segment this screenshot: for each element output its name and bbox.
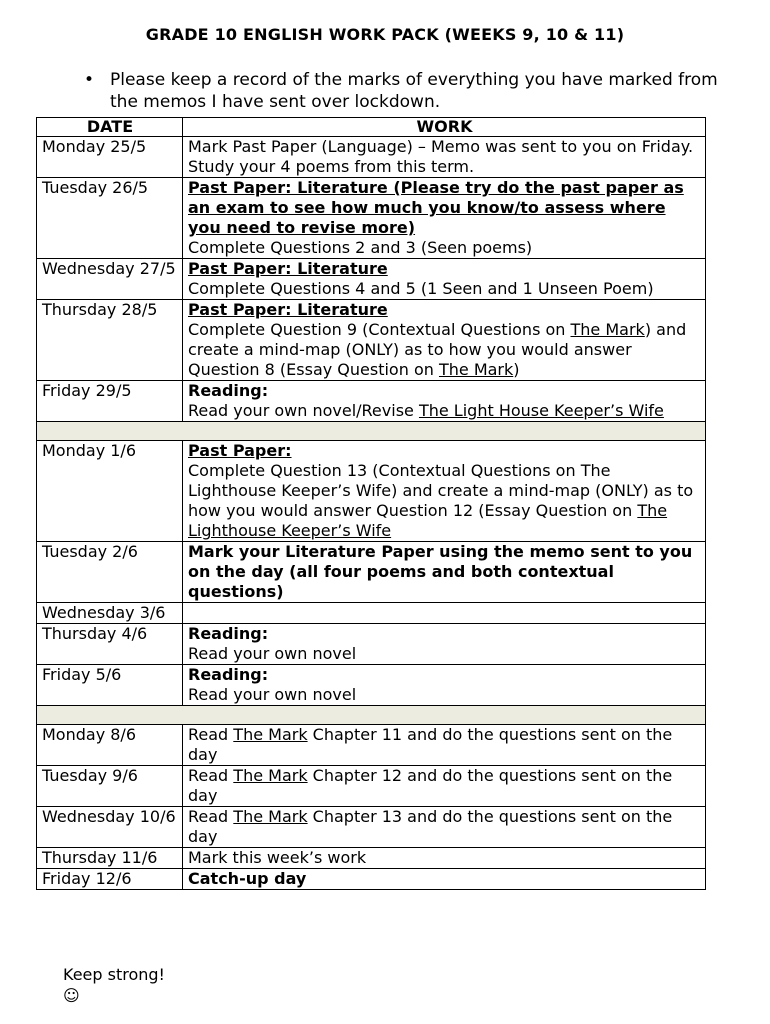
work-cell — [183, 137, 706, 178]
work-cell — [183, 665, 706, 706]
work-cell — [183, 807, 706, 848]
work-heading: Mark your Literature Paper using the memo sent to you on the day (all four poems and both contextual questions) — [188, 542, 693, 601]
work-heading: Reading: — [188, 381, 269, 400]
table-row — [37, 725, 706, 766]
book-title: The Mark — [438, 360, 514, 379]
work-heading: Reading: — [188, 665, 269, 684]
book-title: The Mark — [233, 766, 308, 785]
work-text: Mark this week’s work — [188, 848, 367, 867]
work-cell — [183, 300, 706, 381]
work-cell — [183, 178, 706, 259]
schedule-table — [36, 117, 706, 890]
table-row — [37, 178, 706, 259]
work-heading: Reading: — [188, 624, 269, 643]
table-row — [37, 441, 706, 542]
work-text-part: ) and create a mind-map (ONLY) as to how you would answer Question 8 (Essay Question on — [188, 320, 687, 379]
work-text — [188, 401, 701, 421]
work-column-header: WORK — [183, 118, 706, 137]
date-cell: Monday 25/5 — [37, 137, 183, 178]
closing-text: Keep strong! — [63, 965, 165, 984]
work-cell — [183, 381, 706, 422]
work-cell — [183, 725, 706, 766]
date-cell: Thursday 4/6 — [37, 624, 183, 665]
work-text-part: Read — [188, 807, 234, 826]
work-text-part: ) — [513, 360, 520, 379]
work-text-part: Complete Question 13 (Contextual Questions on The Lighthouse Keeper’s Wife) and create a mind-map (ONLY) as to how you would answer Question 12 (Essay Question on — [188, 461, 694, 520]
date-cell: Wednesday 10/6 — [37, 807, 183, 848]
date-cell: Tuesday 26/5 — [37, 178, 183, 259]
work-text: Read your own novel — [188, 644, 357, 663]
work-heading: Past Paper: — [188, 441, 292, 460]
work-cell — [183, 848, 706, 869]
document-title: GRADE 10 ENGLISH WORK PACK (WEEKS 9, 10 & 11) — [145, 25, 625, 44]
work-cell — [183, 259, 706, 300]
work-text: Complete Questions 2 and 3 (Seen poems) — [188, 238, 533, 257]
work-text-part: Chapter 12 and do the questions sent on the day — [188, 766, 673, 805]
work-text: Complete Questions 4 and 5 (1 Seen and 1 Unseen Poem) — [188, 279, 654, 298]
date-column-header: DATE — [37, 118, 183, 137]
date-cell: Thursday 11/6 — [37, 848, 183, 869]
work-text-part: Read — [188, 725, 234, 744]
work-heading: Past Paper: Literature — [188, 300, 388, 319]
work-text: Read your own novel — [188, 685, 357, 704]
table-row — [37, 766, 706, 807]
work-text-part: Chapter 13 and do the questions sent on the day — [188, 807, 673, 846]
work-cell — [183, 766, 706, 807]
work-text-part: Read your own novel/Revise — [188, 401, 419, 420]
work-cell — [183, 441, 706, 542]
table-row — [37, 300, 706, 381]
work-cell — [183, 869, 706, 890]
book-title: The Light House Keeper’s Wife — [418, 401, 664, 420]
date-cell: Thursday 28/5 — [37, 300, 183, 381]
date-cell: Friday 5/6 — [37, 665, 183, 706]
work-heading: Past Paper: Literature — [188, 259, 388, 278]
table-row — [37, 381, 706, 422]
date-cell: Monday 1/6 — [37, 441, 183, 542]
date-cell: Wednesday 3/6 — [37, 603, 183, 624]
table-row — [37, 848, 706, 869]
bullet-text: Please keep a record of the marks of everything you have marked from the memos I have sent over lockdown. — [110, 70, 718, 112]
table-row — [37, 137, 706, 178]
table-row — [37, 665, 706, 706]
date-cell: Tuesday 2/6 — [37, 542, 183, 603]
closing-note — [63, 964, 165, 1006]
work-heading: Catch-up day — [188, 869, 307, 888]
work-text-part: Read — [188, 766, 234, 785]
table-row — [37, 624, 706, 665]
work-cell — [183, 624, 706, 665]
week-separator — [37, 422, 706, 441]
work-text: Mark Past Paper (Language) – Memo was sent to you on Friday. Study your 4 poems from this term. — [188, 137, 694, 176]
date-cell: Monday 8/6 — [37, 725, 183, 766]
date-cell: Friday 29/5 — [37, 381, 183, 422]
work-text — [188, 320, 701, 380]
table-row — [37, 542, 706, 603]
work-cell — [183, 542, 706, 603]
week-separator-row — [37, 422, 706, 441]
date-cell: Friday 12/6 — [37, 869, 183, 890]
work-cell — [183, 603, 706, 624]
table-row — [37, 807, 706, 848]
date-cell: Wednesday 27/5 — [37, 259, 183, 300]
book-title: The Mark — [233, 807, 308, 826]
table-row — [37, 259, 706, 300]
table-header-row — [37, 118, 706, 137]
work-text — [188, 461, 701, 541]
table-row — [37, 869, 706, 890]
book-title: The Mark — [570, 320, 645, 339]
book-title: The Mark — [233, 725, 308, 744]
bullet-icon: • — [84, 70, 95, 90]
work-heading: Past Paper: Literature (Please try do the past paper as an exam to see how much you know/to assess where you need to revise more) — [188, 178, 684, 237]
table-row — [37, 603, 706, 624]
book-title: The Lighthouse Keeper’s Wife — [188, 501, 668, 540]
week-separator — [37, 706, 706, 725]
work-text-part: Chapter 11 and do the questions sent on the day — [188, 725, 673, 764]
date-cell: Tuesday 9/6 — [37, 766, 183, 807]
work-text-part: Complete Question 9 (Contextual Questions on — [188, 320, 571, 339]
smiley-icon: ☺ — [63, 986, 80, 1005]
week-separator-row — [37, 706, 706, 725]
